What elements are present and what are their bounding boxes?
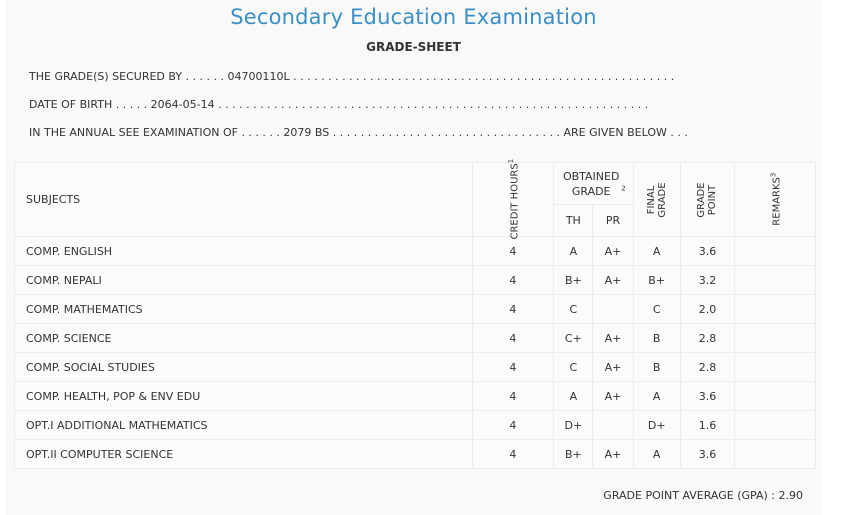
credit-cell: 4 <box>472 382 554 411</box>
subject-cell: OPT.I ADDITIONAL MATHEMATICS <box>15 411 473 440</box>
remarks-cell <box>735 324 816 353</box>
credit-cell: 4 <box>472 295 554 324</box>
practical-grade-cell: A+ <box>593 353 633 382</box>
subject-cell: OPT.II COMPUTER SCIENCE <box>15 440 473 469</box>
final-grade-cell: B+ <box>633 266 680 295</box>
practical-grade-cell <box>593 295 633 324</box>
theory-grade-cell: A <box>554 382 593 411</box>
final-grade-cell: A <box>633 440 680 469</box>
table-row <box>15 266 816 295</box>
remarks-cell <box>735 382 816 411</box>
grade-sheet <box>5 0 822 515</box>
final-grade-cell: B <box>633 324 680 353</box>
table-row <box>15 440 816 469</box>
theory-grade-cell: A <box>554 237 593 266</box>
theory-header: TH <box>554 205 593 237</box>
credit-hours-header: CREDIT HOURS$^1$ <box>472 163 554 237</box>
grade-sheet-heading: GRADE-SHEET <box>366 40 461 54</box>
practical-header: PR <box>593 205 633 237</box>
grade-point-cell: 2.8 <box>680 324 734 353</box>
practical-grade-cell: A+ <box>593 237 633 266</box>
page-title: Secondary Education Examination <box>230 5 597 29</box>
credit-cell: 4 <box>472 266 554 295</box>
practical-grade-cell: A+ <box>593 382 633 411</box>
credit-cell: 4 <box>472 353 554 382</box>
credit-cell: 4 <box>472 324 554 353</box>
remarks-cell <box>735 295 816 324</box>
table-row <box>15 411 816 440</box>
practical-grade-cell: A+ <box>593 266 633 295</box>
secured-by-line: THE GRADE(S) SECURED BY . . . . . . 04700110L . . . . . . . . . . . . . . . . . . . . . . . . . . . . . . . . . . . . . . . . . . . . . . . . . . . . . . . <box>29 70 675 83</box>
subject-cell: COMP. ENGLISH <box>15 237 473 266</box>
grade-point-cell: 2.0 <box>680 295 734 324</box>
grade-point-header: GRADE POINT <box>680 163 734 237</box>
date-of-birth-line: DATE OF BIRTH . . . . . 2064-05-14 . . . . . . . . . . . . . . . . . . . . . . . . . . . . . . . . . . . . . . . . . . . . . . . . . . . . . . . . . . . . . . <box>29 98 649 111</box>
credit-cell: 4 <box>472 440 554 469</box>
final-grade-header: FINAL GRADE <box>633 163 680 237</box>
gpa-summary: GRADE POINT AVERAGE (GPA) : 2.90 <box>603 489 803 502</box>
table-row <box>15 382 816 411</box>
grade-point-cell: 2.8 <box>680 353 734 382</box>
subject-cell: COMP. NEPALI <box>15 266 473 295</box>
grade-point-cell: 3.6 <box>680 382 734 411</box>
theory-grade-cell: C <box>554 295 593 324</box>
remarks-cell <box>735 237 816 266</box>
exam-line: IN THE ANNUAL SEE EXAMINATION OF . . . . . . 2079 BS . . . . . . . . . . . . . . . . . . . . . . . . . . . . . . . . . ARE GIVEN BELOW . . . <box>29 126 688 139</box>
table-row <box>15 324 816 353</box>
practical-grade-cell <box>593 411 633 440</box>
table-row <box>15 295 816 324</box>
grade-point-cell: 3.2 <box>680 266 734 295</box>
table-row <box>15 237 816 266</box>
subject-cell: COMP. SCIENCE <box>15 324 473 353</box>
final-grade-cell: A <box>633 237 680 266</box>
grade-point-cell: 3.6 <box>680 440 734 469</box>
final-grade-cell: D+ <box>633 411 680 440</box>
table-row <box>15 353 816 382</box>
grade-point-cell: 3.6 <box>680 237 734 266</box>
obtained-grade-header: OBTAINED GRADE $^2$ <box>554 163 633 205</box>
final-grade-cell: A <box>633 382 680 411</box>
credit-cell: 4 <box>472 411 554 440</box>
remarks-cell <box>735 266 816 295</box>
subject-cell: COMP. HEALTH, POP & ENV EDU <box>15 382 473 411</box>
remarks-header: REMARKS$^3$ <box>735 163 816 237</box>
theory-grade-cell: D+ <box>554 411 593 440</box>
subjects-header: SUBJECTS <box>15 163 473 237</box>
remarks-cell <box>735 411 816 440</box>
theory-grade-cell: C <box>554 353 593 382</box>
theory-grade-cell: B+ <box>554 266 593 295</box>
subject-cell: COMP. SOCIAL STUDIES <box>15 353 473 382</box>
credit-cell: 4 <box>472 237 554 266</box>
final-grade-cell: B <box>633 353 680 382</box>
final-grade-cell: C <box>633 295 680 324</box>
practical-grade-cell: A+ <box>593 324 633 353</box>
grade-point-cell: 1.6 <box>680 411 734 440</box>
remarks-cell <box>735 353 816 382</box>
subject-cell: COMP. MATHEMATICS <box>15 295 473 324</box>
theory-grade-cell: C+ <box>554 324 593 353</box>
practical-grade-cell: A+ <box>593 440 633 469</box>
grades-table <box>14 159 816 469</box>
theory-grade-cell: B+ <box>554 440 593 469</box>
remarks-cell <box>735 440 816 469</box>
